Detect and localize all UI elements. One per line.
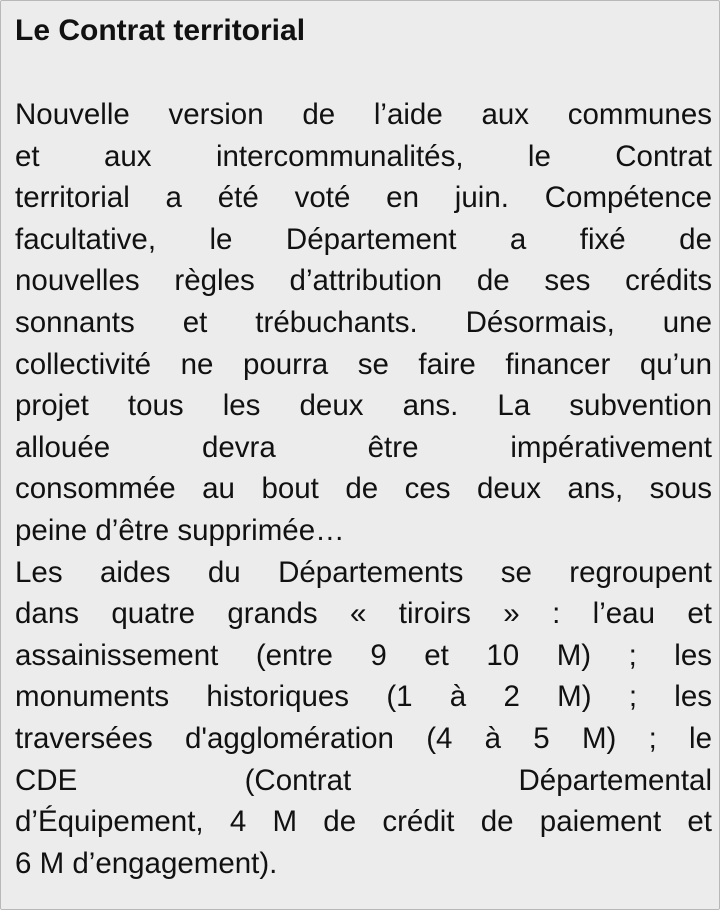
- text-line: facultative, le Département a fixé de: [15, 222, 712, 256]
- text-line: nouvelles règles d’attribution de ses crédits: [15, 264, 712, 298]
- article-title: Le Contrat territorial: [15, 14, 306, 47]
- text-line: peine d’être supprimée…: [15, 513, 345, 547]
- text-line: traversées d'agglomération (4 à 5 M) ; le: [15, 721, 712, 755]
- text-line: projet tous les deux ans. La subvention: [15, 389, 712, 423]
- text-line: collectivité ne pourra se faire financer qu’un: [15, 347, 712, 381]
- text-line: CDE (Contrat Départemental: [15, 763, 712, 797]
- text-line: sonnants et trébuchants. Désormais, une: [15, 305, 712, 339]
- text-line: monuments historiques (1 à 2 M) ; les: [15, 680, 712, 714]
- paragraph-1: [15, 94, 712, 552]
- paragraph-2: [15, 552, 712, 885]
- text-line: d’Équipement, 4 M de crédit de paiement et: [15, 805, 712, 839]
- text-line: territorial a été voté en juin. Compétence: [15, 181, 712, 215]
- text-line: assainissement (entre 9 et 10 M) ; les: [15, 638, 712, 672]
- text-line: dans quatre grands « tiroirs » : l’eau et: [15, 597, 712, 631]
- text-line: 6 M d’engagement).: [15, 846, 278, 880]
- text-line: Nouvelle version de l’aide aux communes: [15, 98, 712, 131]
- text-line: consommée au bout de ces deux ans, sous: [15, 472, 712, 506]
- article-body: [15, 94, 712, 884]
- text-line: et aux intercommunalités, le Contrat: [15, 139, 712, 173]
- text-line: Les aides du Départements se regroupent: [15, 555, 712, 589]
- text-line: allouée devra être impérativement: [15, 430, 712, 464]
